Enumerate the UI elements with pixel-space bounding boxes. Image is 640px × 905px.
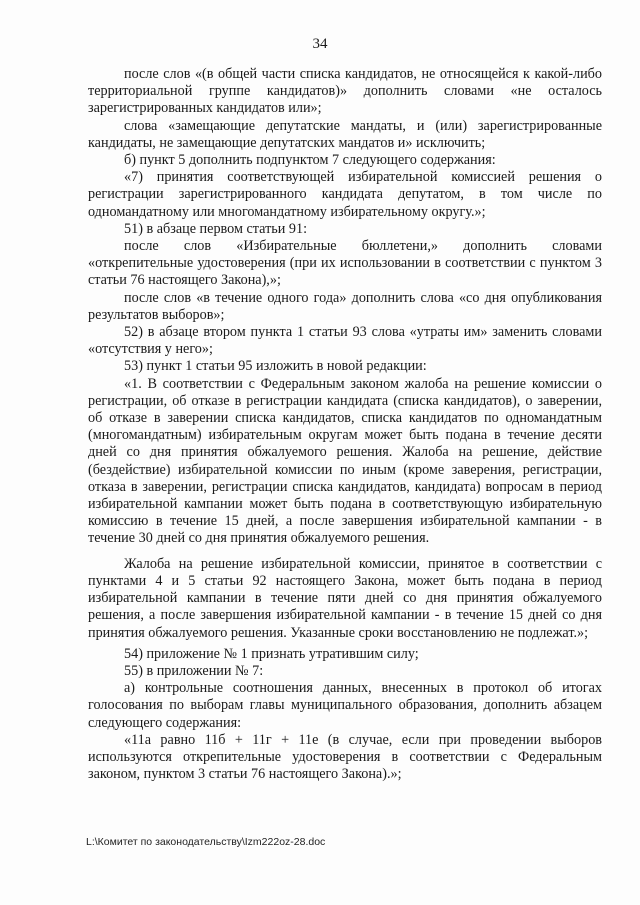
page-number: 34 (312, 36, 328, 52)
paragraph: 54) приложение № 1 признать утратившим силу; (124, 645, 419, 662)
paragraph: б) пункт 5 дополнить подпунктом 7 следующего содержания: (124, 152, 496, 169)
paragraph: слова «замещающие депутатские мандаты, и (или) зарегистрированные кандидаты, не замещающие депутатских мандатов и» исключить; (88, 117, 602, 151)
paragraph: 55) в приложении № 7: (124, 662, 264, 679)
document-body (88, 66, 602, 783)
file-path-footer: L:\Комитет по законодательству\Izm222oz-28.doc (86, 836, 326, 848)
paragraph: «11а равно 11б + 11г + 11е (в случае, если при проведении выборов используются открепительные удостоверения в соответствии с Федеральным законом, пунктом 3 статьи 76 настоящего Закона).»; (88, 731, 602, 783)
paragraph: 52) в абзаце втором пункта 1 статьи 93 слова «утраты им» заменить словами «отсутствия у него»; (88, 324, 602, 358)
paragraph: «1. В соответствии с Федеральным законом жалоба на решение комиссии о регистрации, об отказе в регистрации кандидата (списка кандидатов), о заверении, об отказе в заверении списка кандидатов, списка кандидатов по одномандатным (многомандатным) избирательным округам может быть подана в течение десяти дней со дня принятия обжалуемого решения. Жалоба на решение, действие (бездействие) избирательной комиссии по иным (кроме заверения, регистрации, отказа в заверении, регистрации списка кандидатов, кандидата) вопросам в период избирательной кампании может быть подана в соответствующую избирательную комиссию в течение 15 дней, а после завершения избирательной кампании - в течение 30 дней со дня принятия обжалуемого решения. (88, 375, 602, 547)
paragraph: 51) в абзаце первом статьи 91: (124, 220, 308, 237)
paragraph: после слов «в течение одного года» дополнить слова «со дня опубликования результатов выборов»; (88, 289, 602, 323)
paragraph: а) контрольные соотношения данных, внесенных в протокол об итогах голосования по выборам главы муниципального образования, дополнить абзацем следующего содержания: (88, 680, 602, 731)
paragraph: после слов «(в общей части списка кандидатов, не относящейся к какой-либо территориальной группе кандидатов)» дополнить словами «не осталось зарегистрированных кандидатов или»; (88, 66, 602, 117)
paragraph: «7) принятия соответствующей избирательной комиссией решения о регистрации зарегистрированного кандидата депутатом, в том числе по одномандатному или многомандатному избирательному округу.»; (88, 169, 602, 220)
paragraph: после слов «Избирательные бюллетени,» дополнить словами «открепительные удостоверения (при их использовании в соответствии с пунктом 3 статьи 76 настоящего Закона),»; (88, 238, 602, 289)
paragraph: Жалоба на решение избирательной комиссии, принятое в соответствии с пунктами 4 и 5 статьи 92 настоящего Закона, может быть подана в период избирательной кампании в течение пяти дней со дня принятия обжалуемого решения, а после завершения избирательной кампании - в течение 15 дней со дня принятия обжалуемого решения. Указанные сроки восстановлению не подлежат.»; (88, 555, 602, 641)
paragraph: 53) пункт 1 статьи 95 изложить в новой редакции: (124, 358, 427, 375)
